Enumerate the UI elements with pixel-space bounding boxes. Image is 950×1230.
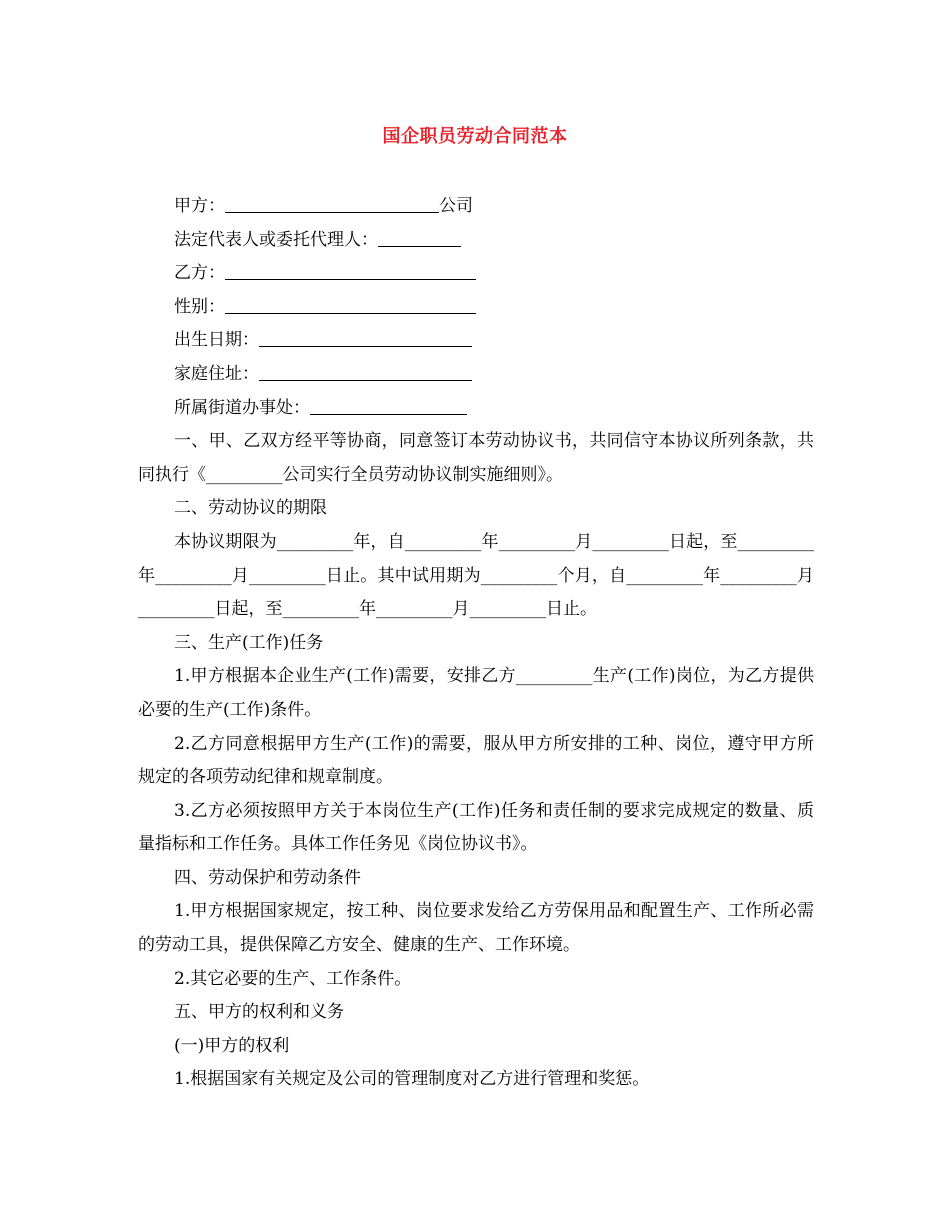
document-body bbox=[138, 190, 814, 1097]
section-heading-protection: 四、劳动保护和劳动条件 bbox=[174, 867, 361, 888]
birth-date-blank bbox=[259, 328, 472, 347]
field-home-address-label: 家庭住址： bbox=[174, 363, 259, 384]
field-birth-date-label: 出生日期： bbox=[174, 330, 259, 351]
paragraph-agreement: 一、甲、乙双方经平等协商，同意签订本劳动协议书，共同信守本协议所列条款，共同执行《_________公司实行全员劳动协议制实施细则》。 bbox=[138, 431, 814, 485]
street-office-blank bbox=[310, 396, 467, 415]
home-address-blank bbox=[259, 362, 472, 381]
field-birth-date bbox=[138, 324, 814, 358]
party-a-blank bbox=[225, 194, 439, 213]
paragraph-task-1: 1.甲方根据本企业生产(工作)需要，安排乙方_________生产(工作)岗位，为乙方提供必要的生产(工作)条件。 bbox=[138, 666, 814, 720]
paragraph-task-2: 2.乙方同意根据甲方生产(工作)的需要，服从甲方所安排的工种、岗位，遵守甲方所规定的各项劳动纪律和规章制度。 bbox=[138, 733, 814, 788]
field-party-a-label: 甲方： bbox=[174, 196, 225, 216]
paragraph-term: 本协议期限为_________年，自_________年_________月_________日起，至_________年_________月_________日止。其中试用期为_________个月，自_________年_________月_________日起，至_________年_________月_________日止。 bbox=[138, 531, 814, 620]
field-gender-label: 性别： bbox=[174, 296, 225, 317]
gender-blank bbox=[225, 295, 476, 314]
paragraph-rights-1: 1.根据国家有关规定及公司的管理制度对乙方进行管理和奖惩。 bbox=[174, 1069, 650, 1090]
field-party-b bbox=[138, 257, 814, 291]
legal-rep-blank bbox=[378, 228, 461, 247]
field-legal-rep-label: 法定代表人或委托代理人： bbox=[174, 229, 378, 250]
field-party-a bbox=[138, 190, 814, 224]
paragraph-protection-2: 2.其它必要的生产、工作条件。 bbox=[174, 968, 412, 989]
document-title: 国企职员劳动合同范本 bbox=[382, 126, 568, 147]
field-party-a-suffix: 公司 bbox=[439, 196, 473, 216]
field-party-b-label: 乙方： bbox=[174, 263, 225, 284]
field-street-office-label: 所属街道办事处： bbox=[174, 397, 310, 418]
section-heading-term: 二、劳动协议的期限 bbox=[174, 498, 327, 519]
section-heading-party-a-rights: 五、甲方的权利和义务 bbox=[174, 1002, 344, 1023]
party-b-blank bbox=[225, 261, 476, 280]
field-street-office bbox=[138, 392, 814, 426]
paragraph-protection-1: 1.甲方根据国家规定，按工种、岗位要求发给乙方劳保用品和配置生产、工作所必需的劳动工具，提供保障乙方安全、健康的生产、工作环境。 bbox=[138, 901, 814, 956]
subsection-heading-rights: (一)甲方的权利 bbox=[174, 1035, 290, 1056]
field-home-address bbox=[138, 358, 814, 392]
paragraph-task-3: 3.乙方必须按照甲方关于本岗位生产(工作)任务和责任制的要求完成规定的数量、质量指标和工作任务。具体工作任务见《岗位协议书》。 bbox=[138, 800, 814, 855]
field-legal-rep bbox=[138, 224, 814, 258]
section-heading-tasks: 三、生产(工作)任务 bbox=[174, 632, 324, 653]
field-gender bbox=[138, 291, 814, 325]
